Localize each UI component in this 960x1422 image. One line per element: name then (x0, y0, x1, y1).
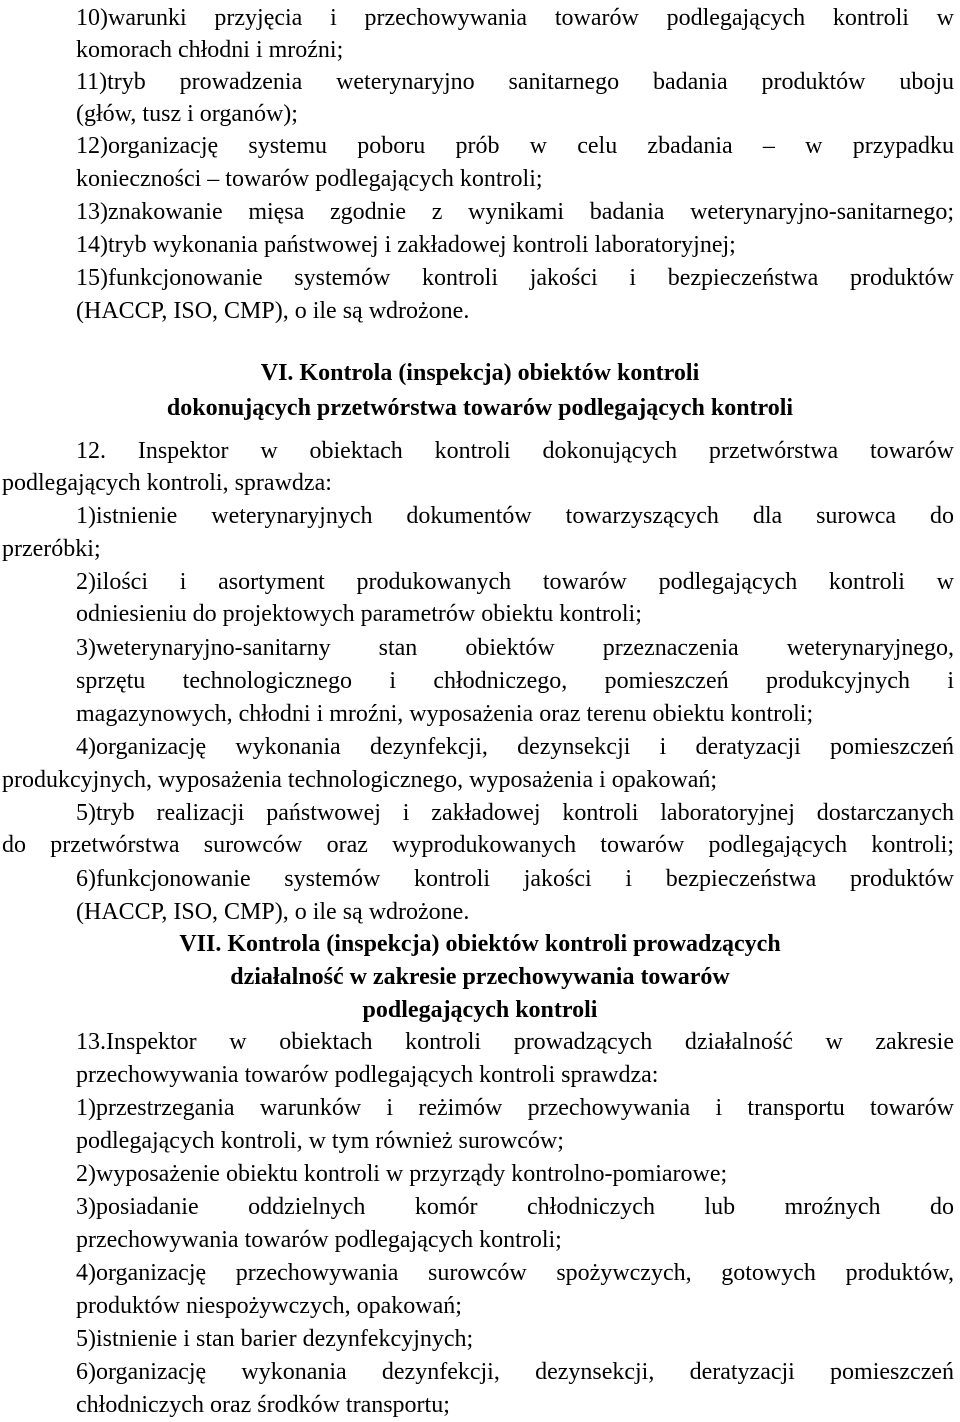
list-item: 13)znakowanie mięsa zgodnie z wynikami badania weterynaryjno-sanitarnego; (76, 199, 954, 225)
list-item: 15)funkcjonowanie systemów kontroli jakości i bezpieczeństwa produktów (76, 265, 954, 291)
list-item: 6)funkcjonowanie systemów kontroli jakości i bezpieczeństwa produktów (76, 866, 954, 892)
list-item: 3)posiadanie oddzielnych komór chłodniczych lub mroźnych do (76, 1194, 954, 1220)
paragraph-line: przechowywania towarów podlegających kontroli sprawdza: (76, 1062, 659, 1088)
list-item: przechowywania towarów podlegających kontroli; (76, 1227, 562, 1253)
section-heading: VI. Kontrola (inspekcja) obiektów kontroli (260, 360, 700, 386)
list-item: 14)tryb wykonania państwowej i zakładowej kontroli laboratoryjnej; (76, 232, 736, 258)
list-item: 1)istnienie weterynaryjnych dokumentów towarzyszących dla surowca do (76, 503, 954, 529)
list-item: 4)organizację przechowywania surowców spożywczych, gotowych produktów, (76, 1260, 954, 1286)
list-item: konieczności – towarów podlegających kontroli; (76, 166, 543, 192)
list-item: podlegających kontroli, w tym również surowców; (76, 1128, 564, 1154)
section-heading: działalność w zakresie przechowywania towarów (230, 964, 730, 990)
list-item: 3)weterynaryjno-sanitarny stan obiektów przeznaczenia weterynaryjnego, (76, 635, 954, 661)
list-item: 2)ilości i asortyment produkowanych towarów podlegających kontroli w (76, 569, 954, 595)
paragraph-line: podlegających kontroli, sprawdza: (2, 470, 332, 496)
list-item: 10)warunki przyjęcia i przechowywania towarów podlegających kontroli w (76, 5, 954, 31)
list-item: 12)organizację systemu poboru prób w celu zbadania – w przypadku (76, 133, 954, 159)
list-item: 4)organizację wykonania dezynfekcji, dezynsekcji i deratyzacji pomieszczeń (76, 734, 954, 760)
list-item: 2)wyposażenie obiektu kontroli w przyrządy kontrolno-pomiarowe; (76, 1161, 728, 1187)
list-item: 5)istnienie i stan barier dezynfekcyjnych; (76, 1326, 474, 1352)
list-item: odniesieniu do projektowych parametrów obiektu kontroli; (76, 601, 642, 627)
list-item: produkcyjnych, wyposażenia technologicznego, wyposażenia i opakowań; (2, 767, 718, 793)
list-item: do przetwórstwa surowców oraz wyprodukowanych towarów podlegających kontroli; (2, 832, 954, 858)
list-item: 1)przestrzegania warunków i reżimów przechowywania i transportu towarów (76, 1095, 954, 1121)
section-heading: dokonujących przetwórstwa towarów podlegających kontroli (166, 395, 794, 421)
list-item: sprzętu technologicznego i chłodniczego, pomieszczeń produkcyjnych i (76, 668, 954, 694)
list-item: przeróbki; (2, 536, 101, 562)
list-item: chłodniczych oraz środków transportu; (76, 1392, 450, 1418)
list-item: (głów, tusz i organów); (76, 101, 298, 127)
list-item: 5)tryb realizacji państwowej i zakładowej kontroli laboratoryjnej dostarczanych (76, 800, 954, 826)
section-heading: VII. Kontrola (inspekcja) obiektów kontroli prowadzących (179, 931, 781, 957)
list-item: (HACCP, ISO, CMP), o ile są wdrożone. (76, 298, 470, 324)
list-item: 6)organizację wykonania dezynfekcji, dezynsekcji, deratyzacji pomieszczeń (76, 1359, 954, 1385)
list-item: komorach chłodni i mroźni; (76, 37, 344, 63)
paragraph-line: 12. Inspektor w obiektach kontroli dokonujących przetwórstwa towarów (76, 438, 954, 464)
list-item: (HACCP, ISO, CMP), o ile są wdrożone. (76, 899, 470, 925)
list-item: produktów niespożywczych, opakowań; (76, 1293, 462, 1319)
list-item: 11)tryb prowadzenia weterynaryjno sanitarnego badania produktów uboju (76, 69, 954, 95)
list-item: magazynowych, chłodni i mroźni, wyposażenia oraz terenu obiektu kontroli; (76, 701, 814, 727)
section-heading: podlegających kontroli (362, 997, 598, 1023)
paragraph-line: 13.Inspektor w obiektach kontroli prowadzących działalność w zakresie (76, 1029, 954, 1055)
